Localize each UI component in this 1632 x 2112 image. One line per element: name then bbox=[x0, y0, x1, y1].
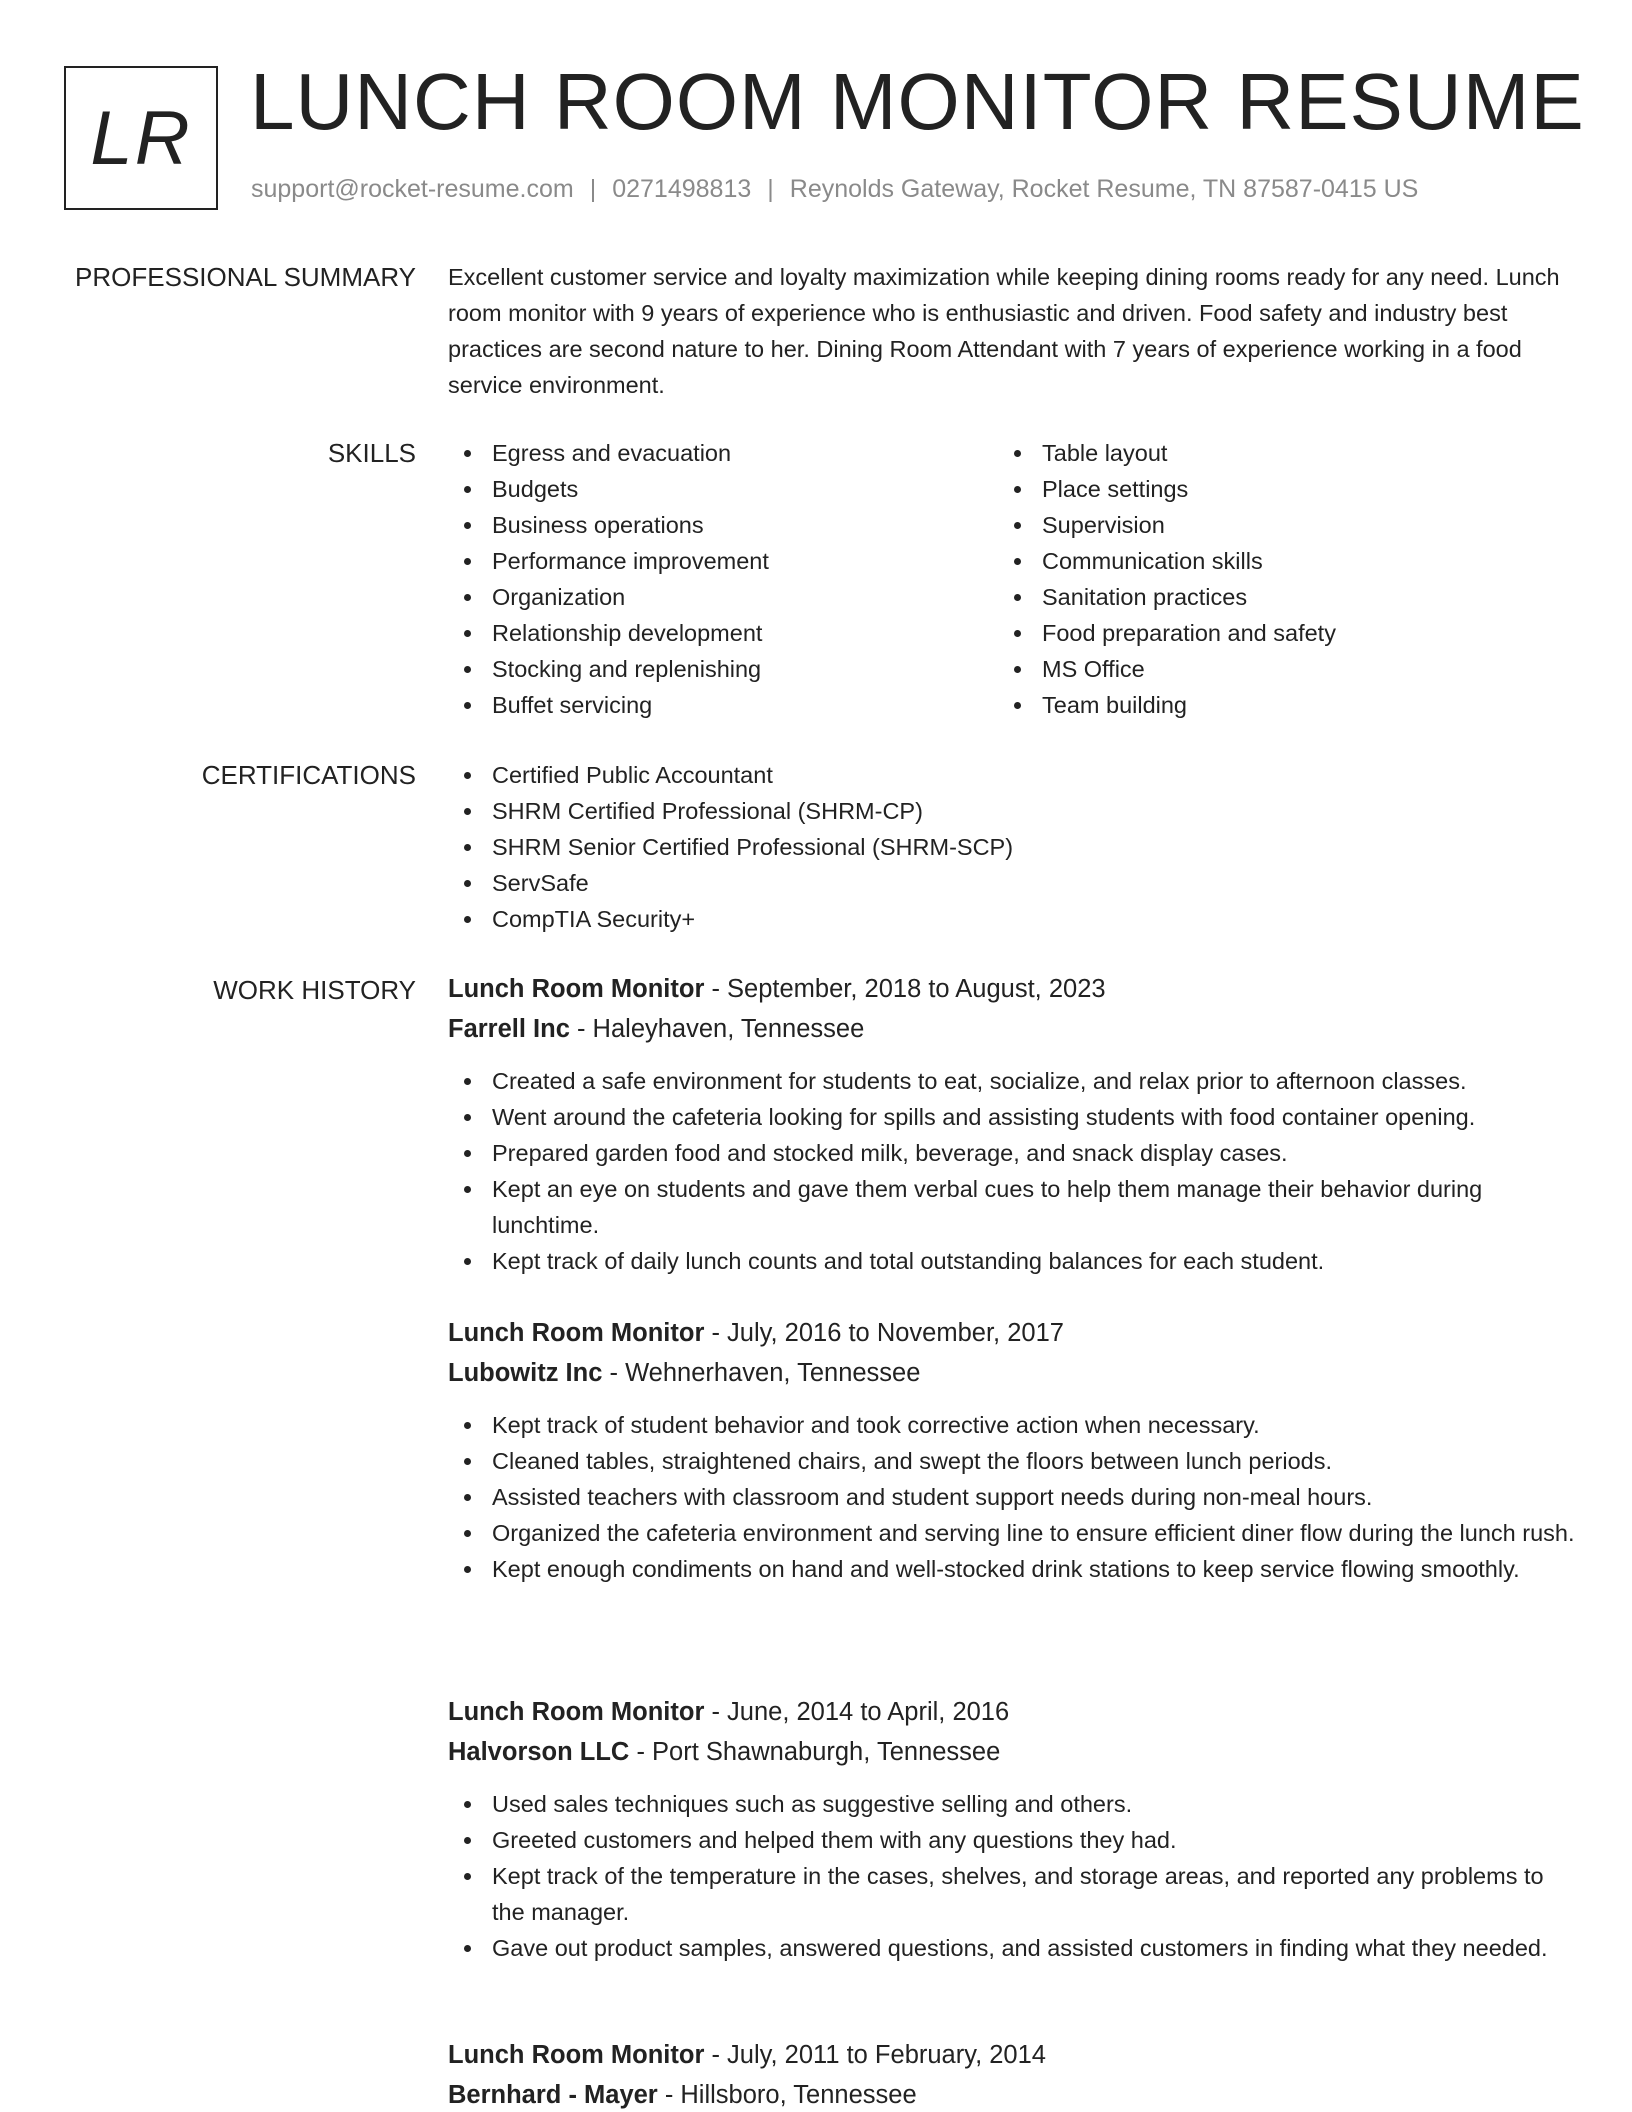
list-item: Business operations bbox=[448, 507, 998, 543]
list-item: Communication skills bbox=[998, 543, 1548, 579]
list-item: Organized the cafeteria environment and serving line to ensure efficient diner flow during the lunch rush. bbox=[448, 1515, 1578, 1551]
list-item: Certified Public Accountant bbox=[448, 757, 1578, 793]
summary-text: Excellent customer service and loyalty maximization while keeping dining rooms ready for any need. Lunch room monitor with 9 years of experience who is enthusiastic and driven. Food safety and industry best practices are second nature to her. Dining Room Attendant with 7 years of experience working in a food service environment. bbox=[448, 264, 1560, 398]
contact-email: support@rocket-resume.com bbox=[251, 175, 574, 203]
job-company: Lubowitz Inc bbox=[448, 1359, 603, 1387]
list-item: Created a safe environment for students to eat, socialize, and relax prior to afternoon classes. bbox=[448, 1063, 1578, 1099]
job-entry bbox=[0, 2035, 1632, 2112]
list-item: Kept enough condiments on hand and well-stocked drink stations to keep service flowing smoothly. bbox=[448, 1551, 1578, 1587]
list-item: CompTIA Security+ bbox=[448, 901, 1578, 937]
certifications-label: CERTIFICATIONS bbox=[201, 760, 416, 790]
summary-label: PROFESSIONAL SUMMARY bbox=[75, 262, 416, 292]
list-item: MS Office bbox=[998, 651, 1548, 687]
job-location: - Wehnerhaven, Tennessee bbox=[602, 1359, 921, 1387]
list-item: Supervision bbox=[998, 507, 1548, 543]
job-dates: - June, 2014 to April, 2016 bbox=[704, 1698, 1010, 1726]
job-dates: - September, 2018 to August, 2023 bbox=[704, 975, 1106, 1003]
list-item: Kept an eye on students and gave them verbal cues to help them manage their behavior during lunchtime. bbox=[448, 1171, 1578, 1243]
work-history-label: WORK HISTORY bbox=[213, 975, 416, 1005]
job-title: Lunch Room Monitor bbox=[448, 1319, 705, 1347]
list-item: Food preparation and safety bbox=[998, 615, 1548, 651]
list-item: ServSafe bbox=[448, 865, 1578, 901]
job-location: - Port Shawnaburgh, Tennessee bbox=[629, 1738, 1001, 1766]
list-item: Relationship development bbox=[448, 615, 998, 651]
list-item: Budgets bbox=[448, 471, 998, 507]
list-item: Egress and evacuation bbox=[448, 435, 998, 471]
monogram-initials: LR bbox=[90, 95, 192, 181]
job-bullets bbox=[448, 1786, 1578, 1966]
skills-list-right bbox=[998, 435, 1548, 723]
job-title: Lunch Room Monitor bbox=[448, 975, 705, 1003]
job-company: Halvorson LLC bbox=[448, 1738, 630, 1766]
certifications-list bbox=[448, 757, 1578, 937]
list-item: Greeted customers and helped them with any questions they had. bbox=[448, 1822, 1578, 1858]
job-entry bbox=[0, 1692, 1632, 1966]
job-title: Lunch Room Monitor bbox=[448, 2041, 705, 2069]
list-item: Gave out product samples, answered questions, and assisted customers in finding what they needed. bbox=[448, 1930, 1578, 1966]
list-item: Place settings bbox=[998, 471, 1548, 507]
job-company: Bernhard - Mayer bbox=[448, 2081, 658, 2109]
list-item: Stocking and replenishing bbox=[448, 651, 998, 687]
contact-separator: | bbox=[589, 175, 597, 203]
monogram-box bbox=[64, 66, 218, 210]
job-title: Lunch Room Monitor bbox=[448, 1698, 705, 1726]
list-item: Organization bbox=[448, 579, 998, 615]
list-item: Kept track of the temperature in the cases, shelves, and storage areas, and reported any problems to the manager. bbox=[448, 1858, 1578, 1930]
list-item: Sanitation practices bbox=[998, 579, 1548, 615]
job-company: Farrell Inc bbox=[448, 1015, 570, 1043]
list-item: Buffet servicing bbox=[448, 687, 998, 723]
list-item: Kept track of student behavior and took corrective action when necessary. bbox=[448, 1407, 1578, 1443]
contact-line bbox=[251, 175, 1418, 204]
list-item: Team building bbox=[998, 687, 1548, 723]
skills-list-left bbox=[448, 435, 998, 723]
skills-label: SKILLS bbox=[327, 438, 416, 468]
job-bullets bbox=[448, 1407, 1578, 1587]
list-item: Used sales techniques such as suggestive selling and others. bbox=[448, 1786, 1578, 1822]
contact-separator: | bbox=[767, 175, 774, 203]
list-item: SHRM Senior Certified Professional (SHRM-SCP) bbox=[448, 829, 1578, 865]
list-item: Cleaned tables, straightened chairs, and swept the floors between lunch periods. bbox=[448, 1443, 1578, 1479]
list-item: Prepared garden food and stocked milk, beverage, and snack display cases. bbox=[448, 1135, 1578, 1171]
job-entry bbox=[0, 1313, 1632, 1587]
contact-phone: 0271498813 bbox=[612, 175, 752, 203]
job-entry bbox=[0, 969, 1632, 1279]
job-bullets bbox=[448, 1063, 1578, 1279]
list-item: Assisted teachers with classroom and student support needs during non-meal hours. bbox=[448, 1479, 1578, 1515]
list-item: Kept track of daily lunch counts and total outstanding balances for each student. bbox=[448, 1243, 1578, 1279]
page-title: LUNCH ROOM MONITOR RESUME bbox=[250, 57, 1585, 146]
list-item: SHRM Certified Professional (SHRM-CP) bbox=[448, 793, 1578, 829]
job-location: - Haleyhaven, Tennessee bbox=[569, 1015, 865, 1043]
job-location: - Hillsboro, Tennessee bbox=[657, 2081, 917, 2109]
list-item: Table layout bbox=[998, 435, 1548, 471]
job-dates: - July, 2016 to November, 2017 bbox=[704, 1319, 1064, 1347]
job-dates: - July, 2011 to February, 2014 bbox=[704, 2041, 1046, 2069]
list-item: Went around the cafeteria looking for spills and assisting students with food container opening. bbox=[448, 1099, 1578, 1135]
list-item: Performance improvement bbox=[448, 543, 998, 579]
contact-address: Reynolds Gateway, Rocket Resume, TN 87587-0415 US bbox=[789, 175, 1419, 203]
